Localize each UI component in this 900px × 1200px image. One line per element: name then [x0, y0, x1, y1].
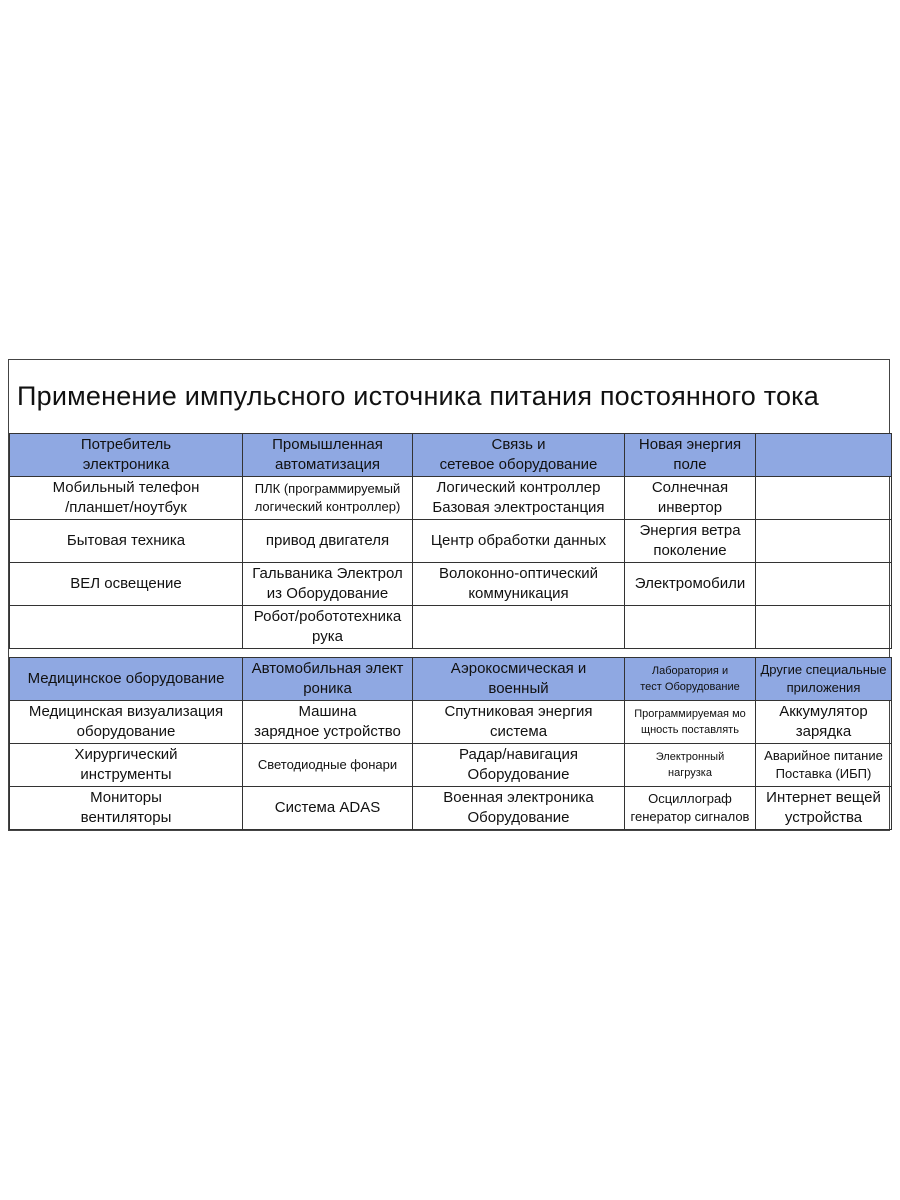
table-cell: Энергия ветра поколение: [625, 520, 756, 563]
table-row: [10, 563, 892, 606]
table-cell: ВЕЛ освещение: [10, 563, 243, 606]
header-cell: Другие специальные приложения: [756, 658, 892, 701]
table-cell: [756, 520, 892, 563]
application-table: [9, 433, 892, 830]
table-cell: Робот/робототехника рука: [243, 606, 413, 649]
table-row: [10, 477, 892, 520]
table-cell: Система ADAS: [243, 787, 413, 830]
table-cell: Центр обработки данных: [413, 520, 625, 563]
table-cell: Осциллограф генератор сигналов: [625, 787, 756, 830]
table-cell: Логический контроллер Базовая электростанция: [413, 477, 625, 520]
table-cell: Гальваника Электрол из Оборудование: [243, 563, 413, 606]
table-cell: Электронный нагрузка: [625, 744, 756, 787]
table-cell: привод двигателя: [243, 520, 413, 563]
table-cell: Аварийное питание Поставка (ИБП): [756, 744, 892, 787]
header-cell: Связь и сетевое оборудование: [413, 434, 625, 477]
table-cell: Машина зарядное устройство: [243, 701, 413, 744]
table-cell: Программируемая мо щность поставлять: [625, 701, 756, 744]
table-cell: ПЛК (программируемый логический контроллер): [243, 477, 413, 520]
table-cell: [756, 606, 892, 649]
table-cell: Бытовая техника: [10, 520, 243, 563]
table-cell: [10, 606, 243, 649]
table-cell: Солнечная инвертор: [625, 477, 756, 520]
section1-header-row: [10, 434, 892, 477]
table-cell: Медицинская визуализация оборудование: [10, 701, 243, 744]
section-divider: [10, 649, 892, 658]
table-cell: Волоконно-оптический коммуникация: [413, 563, 625, 606]
table-cell: Мобильный телефон /планшет/ноутбук: [10, 477, 243, 520]
header-cell: Аэрокосмическая и военный: [413, 658, 625, 701]
header-cell: Потребитель электроника: [10, 434, 243, 477]
table-row: [10, 520, 892, 563]
section2-header-row: [10, 658, 892, 701]
table-cell: Аккумулятор зарядка: [756, 701, 892, 744]
table-cell: Спутниковая энергия система: [413, 701, 625, 744]
header-cell: [756, 434, 892, 477]
table-cell: Интернет вещей устройства: [756, 787, 892, 830]
header-cell: Лаборатория и тест Оборудование: [625, 658, 756, 701]
table-cell: Радар/навигация Оборудование: [413, 744, 625, 787]
table-cell: Мониторы вентиляторы: [10, 787, 243, 830]
table-cell: Хирургический инструменты: [10, 744, 243, 787]
table-row: [10, 606, 892, 649]
header-cell: Автомобильная элект роника: [243, 658, 413, 701]
header-cell: Новая энергия поле: [625, 434, 756, 477]
table-row: [10, 787, 892, 830]
table-row: [10, 701, 892, 744]
table-cell: [413, 606, 625, 649]
table-row: [10, 744, 892, 787]
page-title: Применение импульсного источника питания постоянного тока: [17, 381, 820, 411]
table-cell: [756, 563, 892, 606]
table-cell: Светодиодные фонари: [243, 744, 413, 787]
table-cell: [625, 606, 756, 649]
header-cell: Промышленная автоматизация: [243, 434, 413, 477]
table-cell: Военная электроника Оборудование: [413, 787, 625, 830]
table-cell: Электромобили: [625, 563, 756, 606]
table-cell: [756, 477, 892, 520]
application-table-sheet: [8, 359, 890, 831]
header-cell: Медицинское оборудование: [10, 658, 243, 701]
